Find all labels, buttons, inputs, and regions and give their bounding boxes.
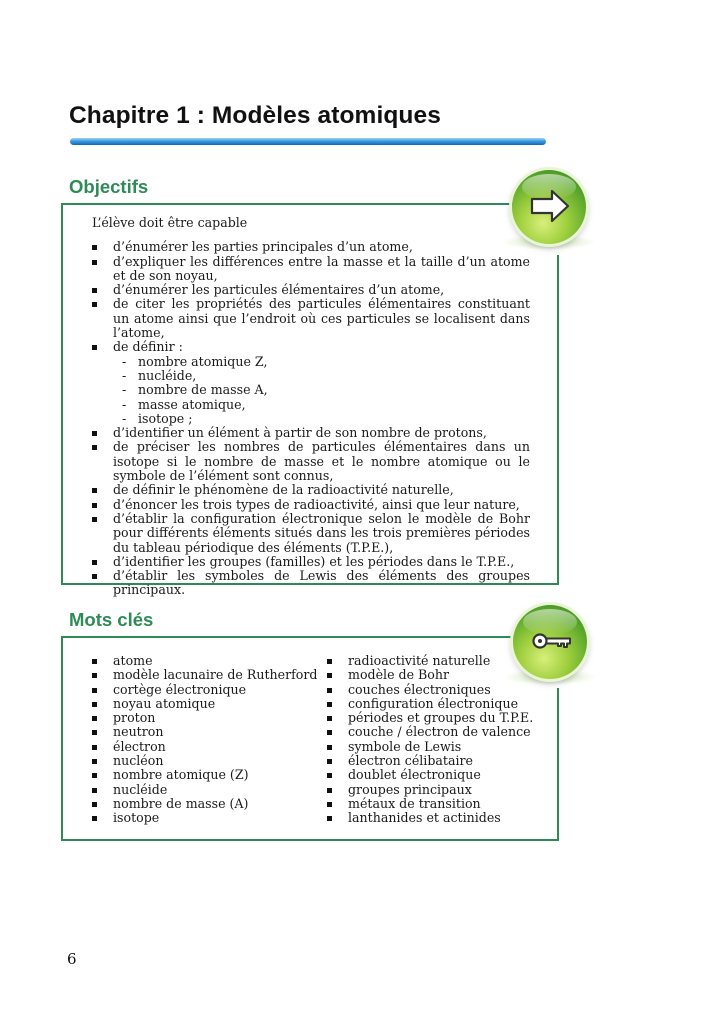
keyword-item: électron célibataire <box>324 754 533 768</box>
definition-item: - nucléide, <box>122 369 530 383</box>
definition-item: - masse atomique, <box>122 398 530 412</box>
keyword-item: doublet électronique <box>324 768 533 782</box>
keyword-item: nucléide <box>89 783 317 797</box>
keyword-item: isotope <box>89 811 317 825</box>
keyword-item: noyau atomique <box>89 697 317 711</box>
keyword-item: couche / électron de valence <box>324 725 533 739</box>
definition-item: - nombre de masse A, <box>122 383 530 397</box>
list-item: d’expliquer les différences entre la masse et la taille d’un atome et de son noyau, <box>89 255 530 284</box>
keyword-item: périodes et groupes du T.P.E. <box>324 711 533 725</box>
keywords-left-list <box>89 654 317 826</box>
list-item: d’identifier les groupes (familles) et les périodes dans le T.P.E., <box>89 555 530 569</box>
keyword-item: radioactivité naturelle <box>324 654 533 668</box>
keywords-right-list <box>324 654 533 826</box>
keyword-item: électron <box>89 740 317 754</box>
page-number: 6 <box>67 950 77 968</box>
keyword-item: nucléon <box>89 754 317 768</box>
definitions-list <box>113 355 530 426</box>
keyword-item: symbole de Lewis <box>324 740 533 754</box>
mots-cles-heading: Mots clés <box>69 609 154 630</box>
keyword-item: lanthanides et actinides <box>324 811 533 825</box>
list-item: d’énumérer les particules élémentaires d’un atome, <box>89 283 530 297</box>
keyword-item: modèle lacunaire de Rutherford <box>89 668 317 682</box>
keyword-item: neutron <box>89 725 317 739</box>
objectifs-heading: Objectifs <box>69 176 149 197</box>
arrow-right-icon <box>512 170 586 244</box>
keyword-item: cortège électronique <box>89 683 317 697</box>
list-item: de citer les propriétés des particules élémentaires constituant un atome ainsi que l’endroit où ces particules se localisent dans l’atome, <box>89 297 530 340</box>
list-item: de définir le phénomène de la radioactivité naturelle, <box>89 483 530 497</box>
definition-item: - isotope ; <box>122 412 530 426</box>
keyword-item: nombre atomique (Z) <box>89 768 317 782</box>
list-item: de préciser les nombres de particules élémentaires dans un isotope si le nombre de masse et le nombre atomique ou le symbole de l’élément sont connus, <box>89 440 530 483</box>
keyword-item: nombre de masse (A) <box>89 797 317 811</box>
keyword-item: atome <box>89 654 317 668</box>
list-item: d’énoncer les trois types de radioactivité, ainsi que leur nature, <box>89 498 530 512</box>
title-rule <box>70 138 546 145</box>
objectifs-content <box>89 216 530 598</box>
keyword-item: métaux de transition <box>324 797 533 811</box>
list-item: d’établir la configuration électronique selon le modèle de Bohr pour différents éléments situés dans les trois premières périodes du tableau périodique des éléments (T.P.E.), <box>89 512 530 555</box>
keyword-item: groupes principaux <box>324 783 533 797</box>
list-item: d’identifier un élément à partir de son nombre de protons, <box>89 426 530 440</box>
objectifs-intro: L’élève doit être capable <box>92 215 248 230</box>
list-item: d’établir les symboles de Lewis des éléments des groupes principaux. <box>89 569 530 598</box>
keyword-item: couches électroniques <box>324 683 533 697</box>
keyword-item: proton <box>89 711 317 725</box>
list-item-definir <box>89 340 530 426</box>
key-icon <box>513 605 587 679</box>
keyword-item: modèle de Bohr <box>324 668 533 682</box>
definition-item: - nombre atomique Z, <box>122 355 530 369</box>
chapter-title: Chapitre 1 : Modèles atomiques <box>69 102 441 129</box>
objectifs-list <box>89 240 530 597</box>
list-item: d’énumérer les parties principales d’un atome, <box>89 240 530 254</box>
keyword-item: configuration électronique <box>324 697 533 711</box>
list-item-label: de définir : <box>113 339 183 355</box>
